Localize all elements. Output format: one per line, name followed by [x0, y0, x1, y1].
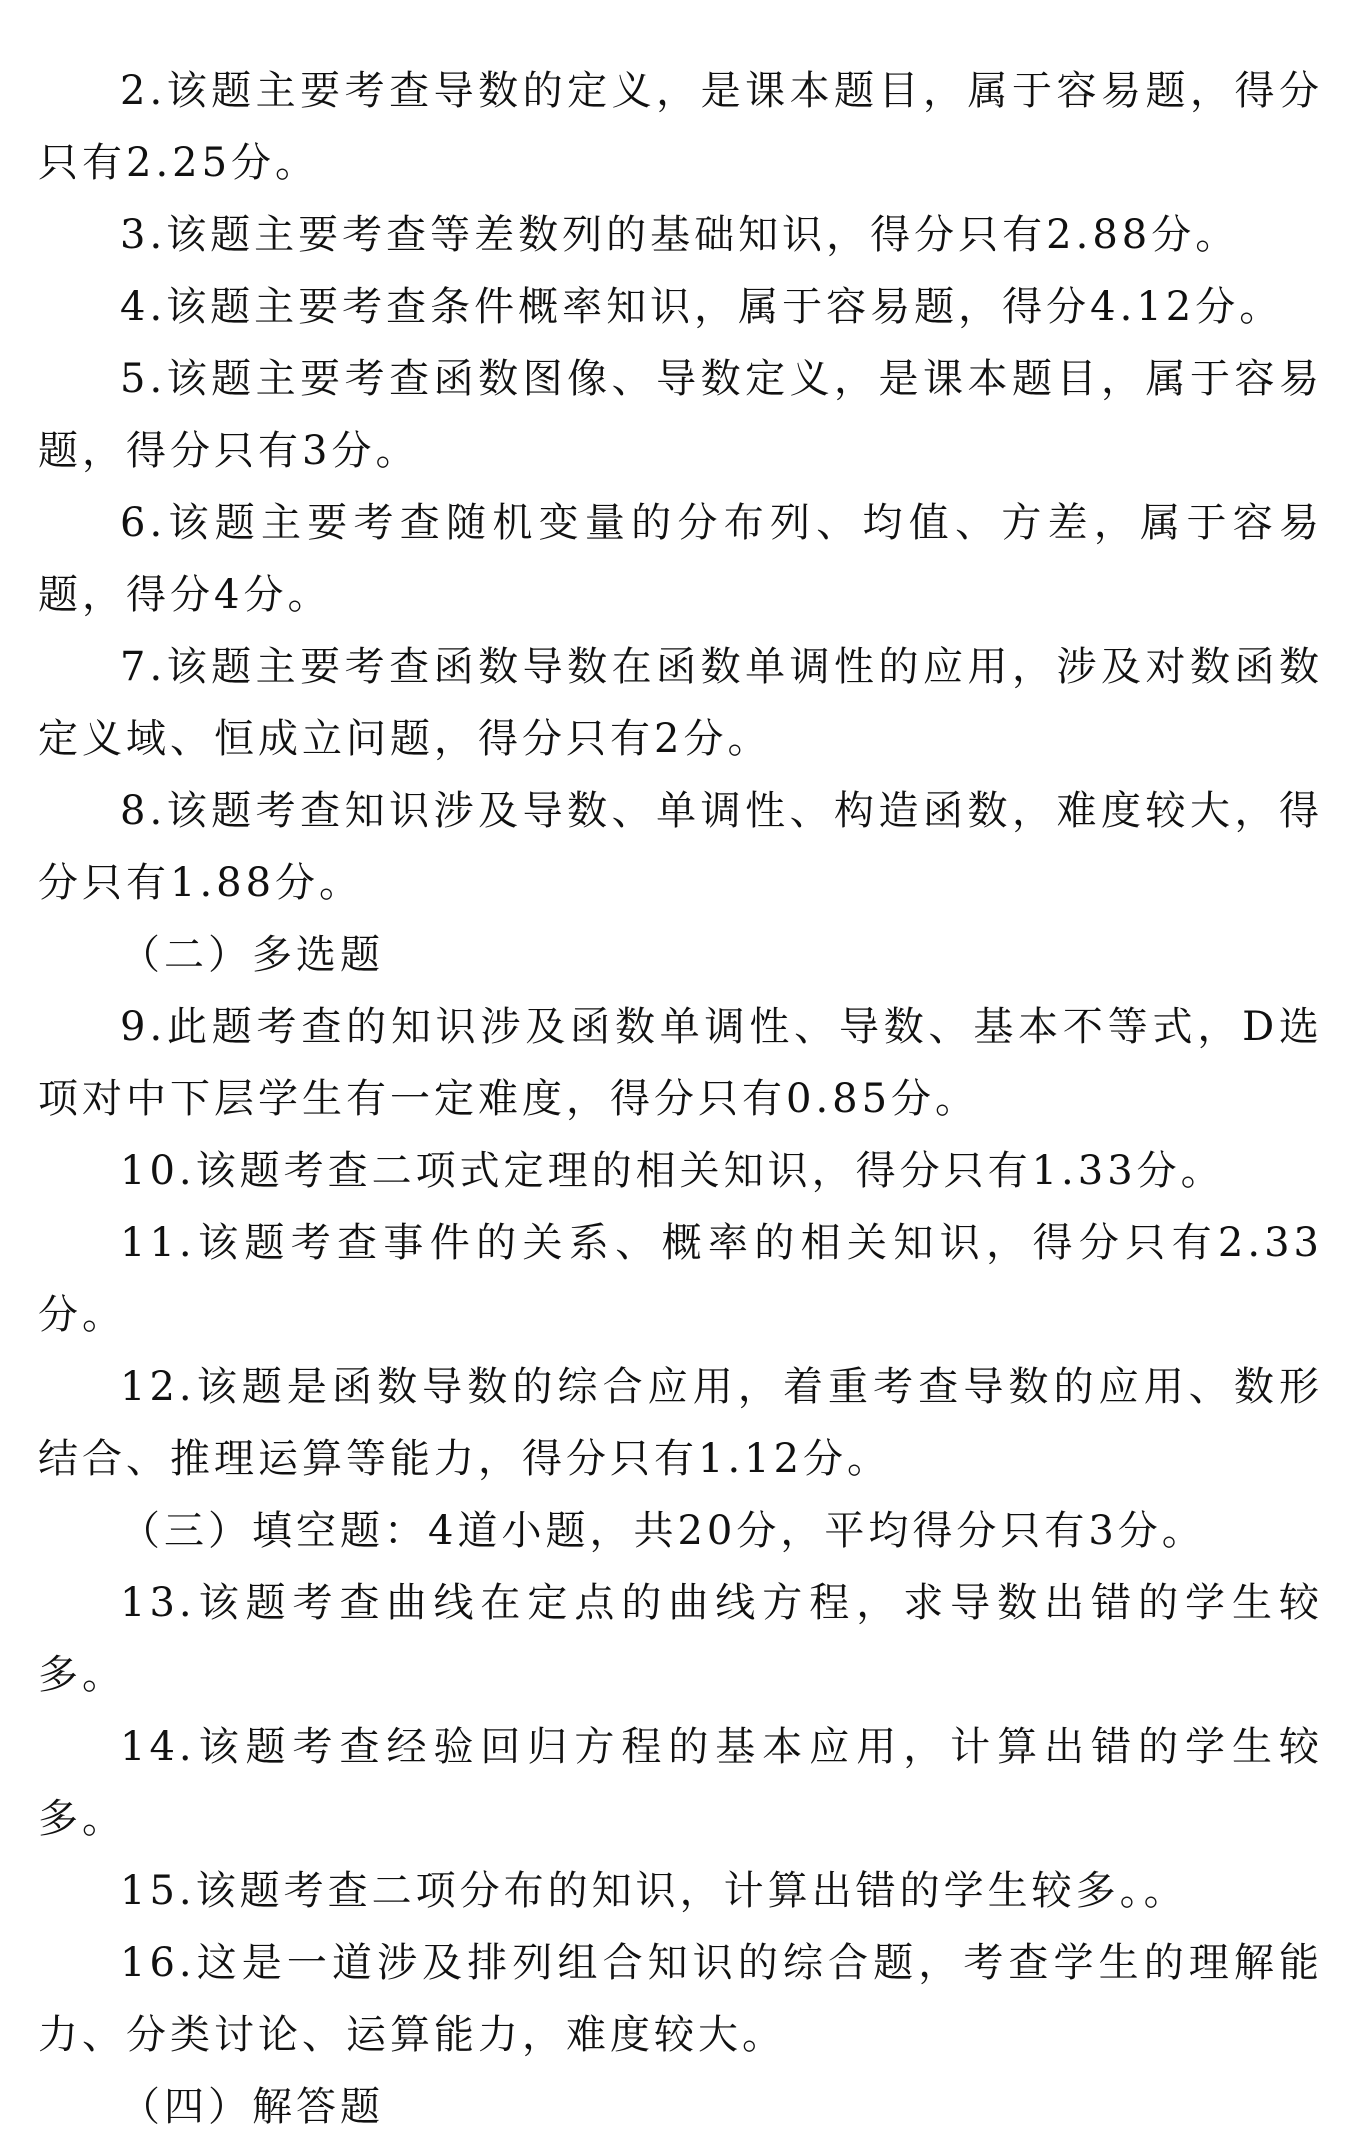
item-5-paragraph: 5.该题主要考查函数图像、导数定义，是课本题目，属于容易题，得分只有3分。 — [38, 356, 1323, 474]
item-3-paragraph: 3.该题主要考查等差数列的基础知识，得分只有2.88分。 — [120, 212, 1240, 258]
item-16-paragraph: 16.这是一道涉及排列组合知识的综合题，考查学生的理解能力、分类讨论、运算能力，难度较大。 — [38, 1940, 1323, 2058]
item-15-paragraph: 15.该题考查二项分布的知识，计算出错的学生较多。。 — [120, 1868, 1188, 1914]
item-10-paragraph: 10.该题考查二项式定理的相关知识，得分只有1.33分。 — [120, 1148, 1225, 1194]
item-7-paragraph: 7.该题主要考查函数导数在函数单调性的应用，涉及对数函数定义域、恒成立问题，得分只有2分。 — [38, 644, 1323, 762]
item-14-paragraph: 14.该题考查经验回归方程的基本应用，计算出错的学生较多。 — [38, 1724, 1323, 1842]
item-8-paragraph: 8.该题考查知识涉及导数、单调性、构造函数，难度较大，得分只有1.88分。 — [38, 788, 1323, 906]
section-fill-blank-heading: （三）填空题：4道小题，共20分，平均得分只有3分。 — [120, 1508, 1206, 1554]
section-multiple-choice-heading: （二）多选题 — [120, 932, 384, 978]
item-4-paragraph: 4.该题主要考查条件概率知识，属于容易题，得分4.12分。 — [120, 284, 1284, 330]
item-9-paragraph: 9.此题考查的知识涉及函数单调性、导数、基本不等式，D选项对中下层学生有一定难度，得分只有0.85分。 — [38, 1004, 1323, 1122]
item-6-paragraph: 6.该题主要考查随机变量的分布列、均值、方差，属于容易题，得分4分。 — [38, 500, 1323, 618]
section-answer-heading: （四）解答题 — [120, 2084, 384, 2130]
item-11-paragraph: 11.该题考查事件的关系、概率的相关知识，得分只有2.33分。 — [38, 1220, 1323, 1338]
item-13-paragraph: 13.该题考查曲线在定点的曲线方程，求导数出错的学生较多。 — [38, 1580, 1323, 1698]
item-2-paragraph: 2.该题主要考查导数的定义，是课本题目，属于容易题，得分只有2.25分。 — [38, 68, 1323, 186]
item-12-paragraph: 12.该题是函数导数的综合应用，着重考查导数的应用、数形结合、推理运算等能力，得分只有1.12分。 — [38, 1364, 1323, 1482]
